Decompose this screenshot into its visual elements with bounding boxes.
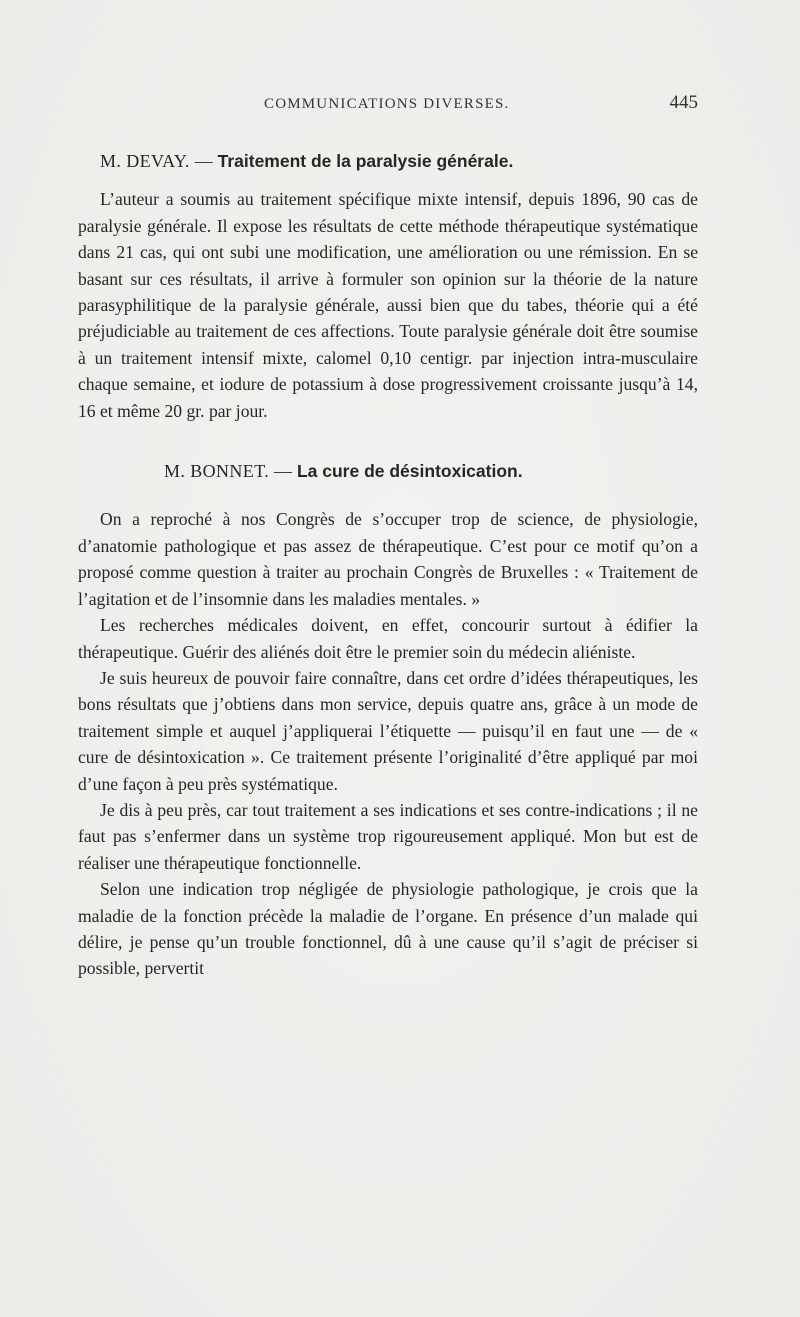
paragraph: Je dis à peu près, car tout traitement a ses indications et ses contre-indications ; il ne faut pas s’enfermer dans un système trop rigoureusement appliqué. Mon but est de réaliser une thérapeutique fonctionnelle. (78, 799, 698, 873)
paragraph: On a reproché à nos Congrès de s’occuper trop de science, de physiologie, d’anatomie pathologique et pas assez de thérapeutique. C’est pour ce motif qu’on a proposé comme question à traiter au prochain Congrès de Bruxelles : « Traitement de l’agitation et de l’insomnie dans les maladies mentales. » (78, 509, 698, 609)
paragraph: Je suis heureux de pouvoir faire connaître, dans cet ordre d’idées thérapeutiques, les bons résultats que j’obtiens dans mon service, depuis quatre ans, grâce à un mode de traitement simple et auquel j’appliquerai l’étiquette — puisqu’il en faut une — de « cure de désintoxication ». Ce traitement présente l’originalité d’être appliqué par moi d’une façon à peu près systématique. (78, 667, 698, 794)
section-devay (78, 148, 698, 424)
section-author: M. DEVAY. — (100, 151, 214, 171)
page-number: 445 (669, 92, 698, 113)
section-bonnet (78, 458, 698, 982)
paragraph: L’auteur a soumis au traitement spécifique mixte intensif, depuis 1896, 90 cas de paralysie générale. Il expose les résultats de cette méthode thérapeutique systématique dans 21 cas, qui ont subi une modification, une amélioration ou une rémission. En se basant sur ces résultats, il arrive à formuler son opinion sur la théorie de la nature parasyphilitique de la paralysie générale, aussi bien que du tabes, théorie qui a été préjudiciable au traitement de ces affections. Toute paralysie générale doit être soumise à un traitement intensif mixte, calomel 0,10 centigr. par injection intra-musculaire chaque semaine, et iodure de potassium à dose progressivement croissante jusqu’à 14, 16 et même 20 gr. par jour. (78, 189, 698, 421)
section-heading (78, 458, 698, 484)
page-header (78, 92, 698, 120)
section-title: Traitement de la paralysie générale. (217, 151, 514, 171)
section-author: M. BONNET. — (164, 461, 293, 482)
paragraph: Les recherches médicales doivent, en effet, concourir surtout à édifier la thérapeutique. Guérir des aliénés doit être le premier soin du médecin aliéniste. (78, 615, 698, 662)
paragraph: Selon une indication trop négligée de physiologie pathologique, je crois que la maladie de la fonction précède la maladie de l’organe. En présence d’un malade qui délire, je pense qu’un trouble fonctionnel, dû à une cause qu’il s’agit de préciser si possible, pervertit (78, 879, 698, 979)
body-text (78, 148, 698, 982)
section-title: La cure de désintoxication. (296, 461, 523, 482)
running-title: COMMUNICATIONS DIVERSES. (264, 96, 510, 112)
section-heading (78, 148, 698, 174)
